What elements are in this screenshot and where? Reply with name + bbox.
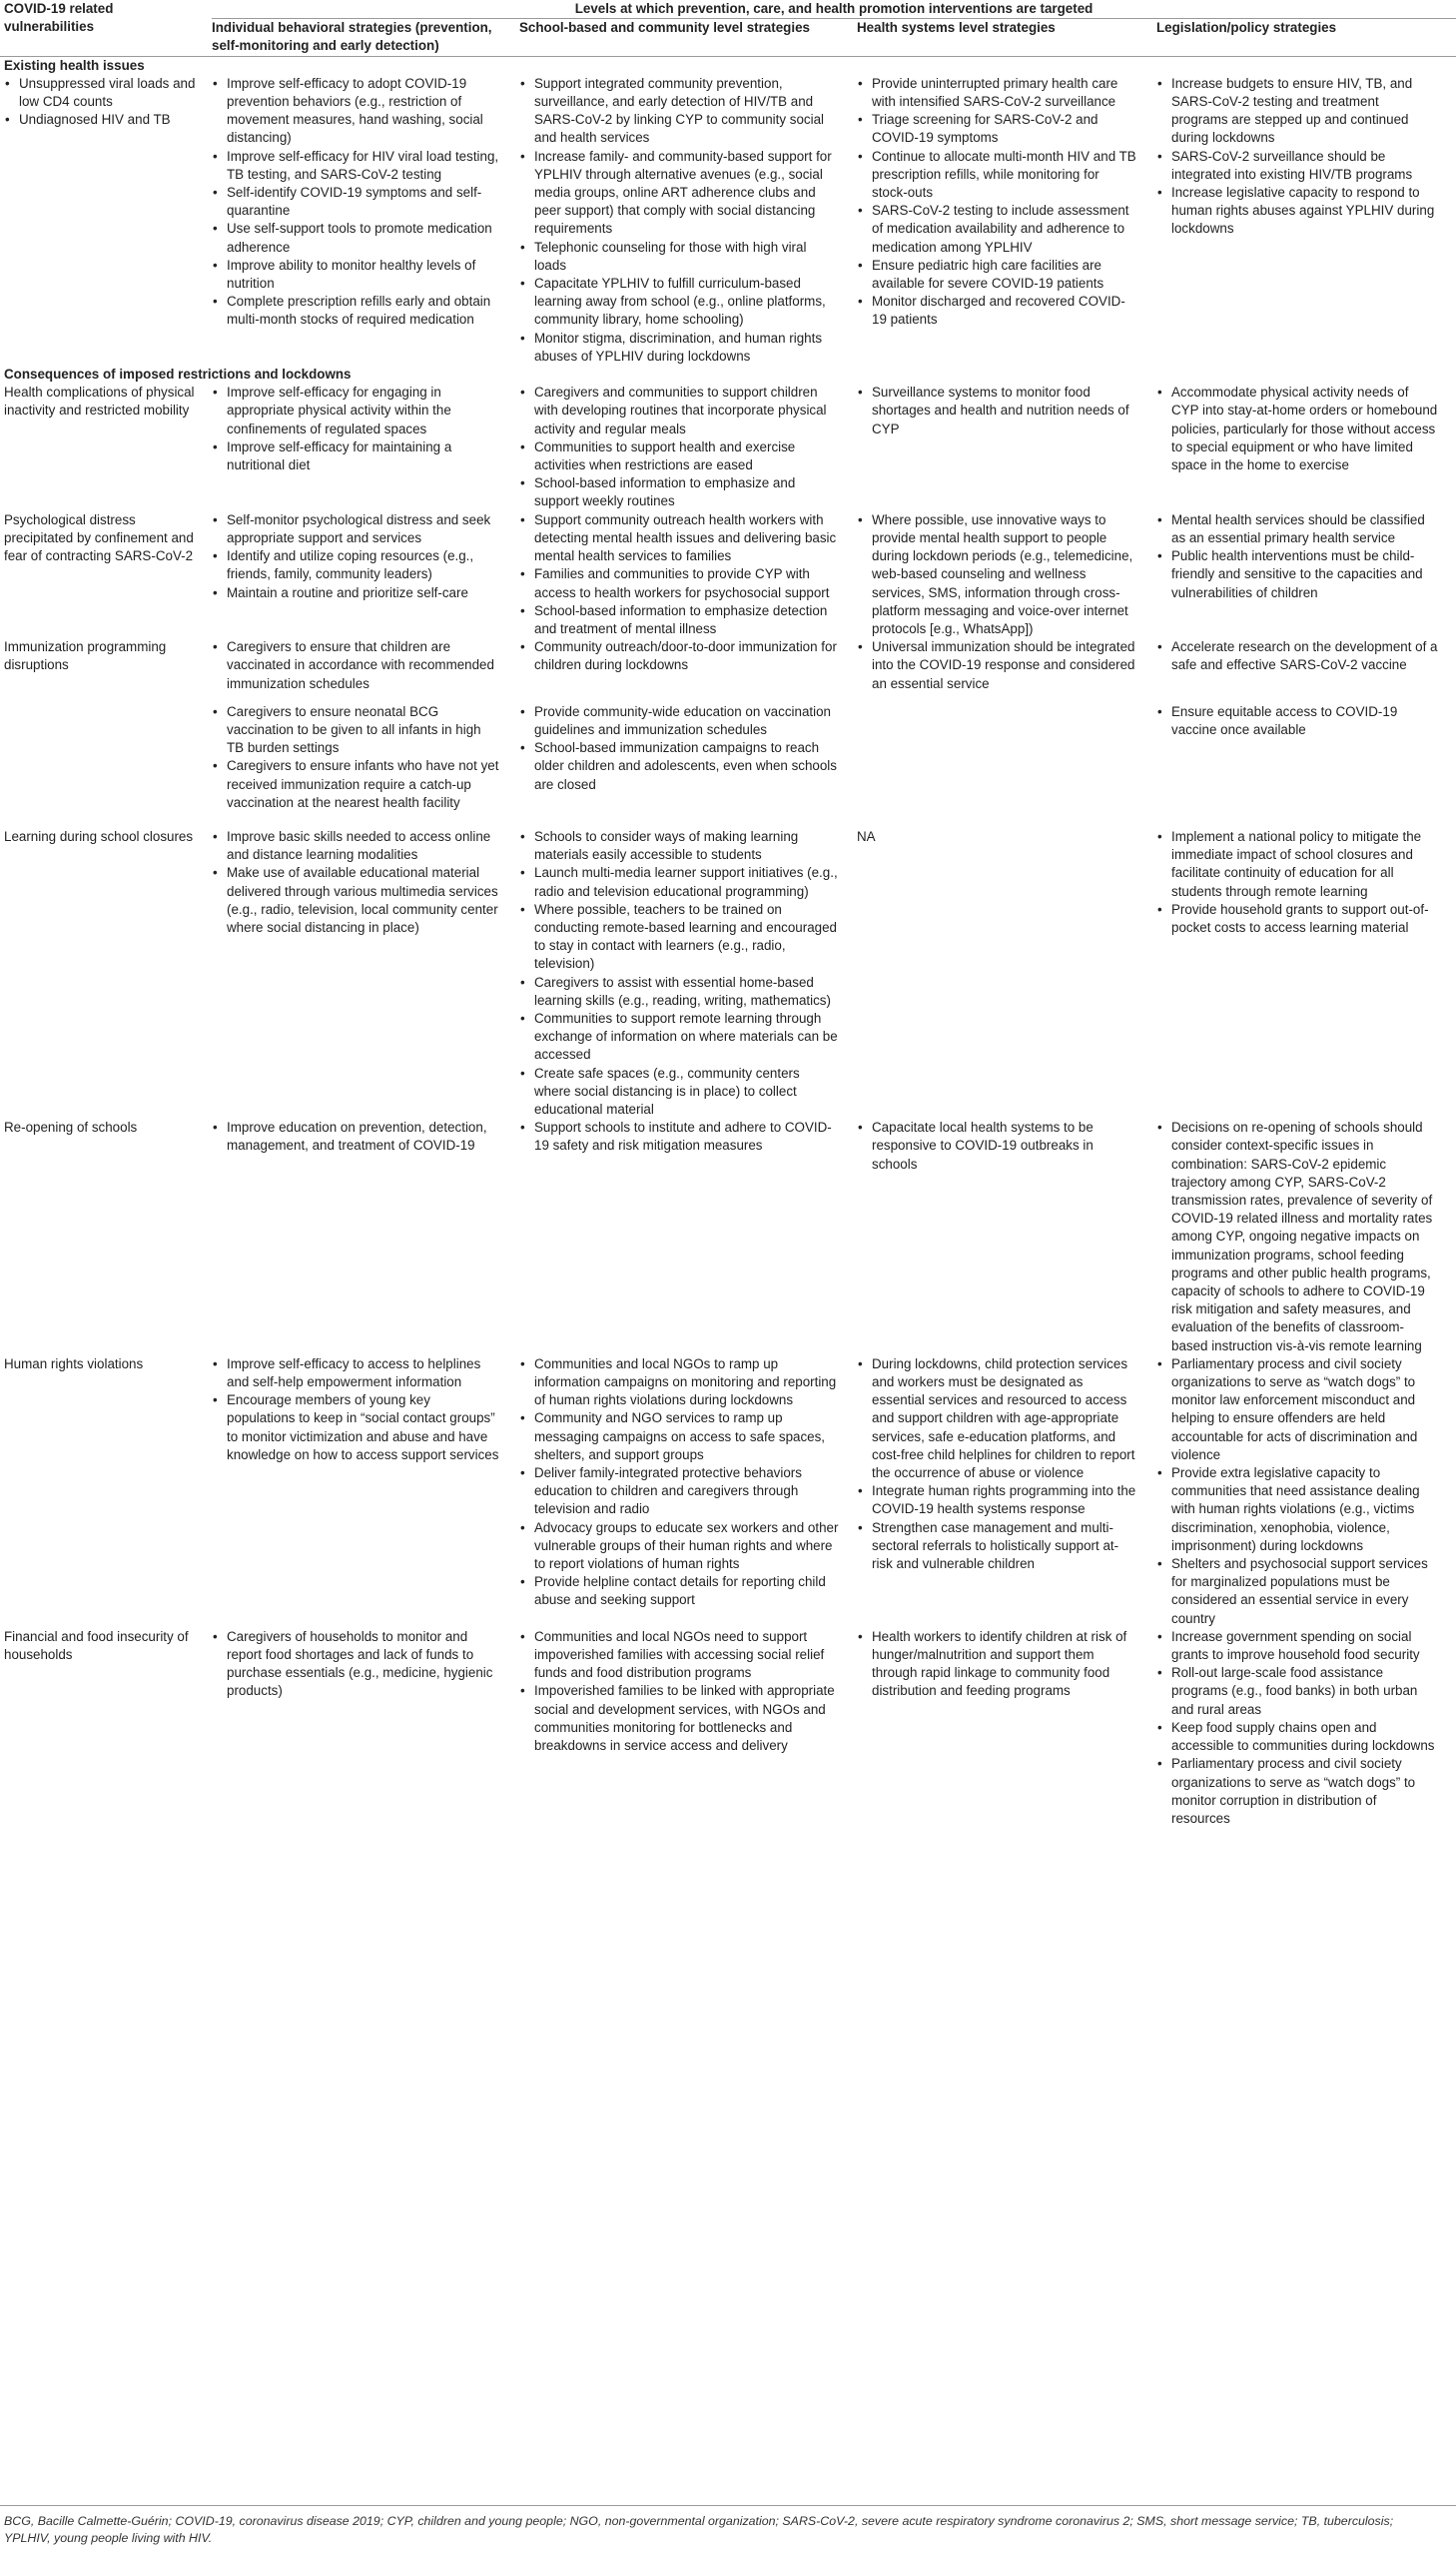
individual-strategy-item: • Improve self-efficacy for engaging in appropriate physical activity within the confinements of regulated spaces [212,384,501,438]
policy-strategy-item: • Shelters and psychosocial support services for marginalized populations must be considered an essential service in every country [1156,1555,1438,1628]
individual-strategy-list [212,384,501,474]
section-heading: Consequences of imposed restrictions and lockdowns [4,367,352,383]
vulnerability-item: • Unsuppressed viral loads and low CD4 counts [4,75,202,111]
vulnerability-cell [0,828,212,1119]
community-strategy-list [519,75,839,366]
community-strategy-list [519,511,839,638]
community-strategy-item: • Advocacy groups to educate sex workers and other vulnerable groups of their human rights and where to report violations of human rights [519,1519,839,1574]
community-strategy-item: • School-based information to emphasize and support weekly routines [519,474,839,510]
table-row [0,75,1456,366]
community-strategy-cell [519,511,857,638]
community-strategy-item: • School-based information to emphasize detection and treatment of mental illness [519,602,839,638]
community-strategy-item: • Impoverished families to be linked with appropriate social and development services, with NGOs and communities monitoring for bottlenecks and breakdowns in service access and delivery [519,1682,839,1755]
policy-strategy-item: • Accelerate research on the development of a safe and effective SARS-CoV-2 vaccine [1156,638,1438,674]
community-strategy-item: • Communities and local NGOs need to support impoverished families with accessing social relief funds and food distribution programs [519,1628,839,1683]
community-strategy-item: • Community outreach/door-to-door immunization for children during lockdowns [519,638,839,674]
community-strategy-cell [519,1355,857,1628]
individual-strategy-cell [212,1628,519,1828]
policy-strategy-item: • Implement a national policy to mitigate the immediate impact of school closures and facilitate continuity of education for all students through remote learning [1156,828,1438,901]
policy-strategy-item: • Ensure equitable access to COVID-19 vaccine once available [1156,703,1438,739]
vulnerability-cell [0,75,212,366]
policy-strategy-item: • Increase legislative capacity to respond to human rights abuses against YPLHIV during lockdowns [1156,184,1438,239]
individual-strategy-item: • Improve self-efficacy to adopt COVID-19 prevention behaviors (e.g., restriction of movement measures, hand washing, social distancing) [212,75,501,148]
policy-strategy-item: • Increase budgets to ensure HIV, TB, and SARS-CoV-2 testing and treatment programs are stepped up and continued during lockdowns [1156,75,1438,148]
section-heading: Existing health issues [4,57,145,73]
individual-strategy-cell [212,1355,519,1628]
community-strategy-item: • Create safe spaces (e.g., community centers where social distancing is in place) to collect educational material [519,1065,839,1120]
community-strategy-list [519,1628,839,1755]
policy-strategy-cell [1156,75,1456,366]
community-strategy-item: • Communities to support remote learning through exchange of information on where materials can be accessed [519,1010,839,1065]
health-system-strategy-item: • Monitor discharged and recovered COVID-19 patients [857,293,1138,329]
health-system-strategy-list [857,1119,1138,1174]
health-system-strategy-item: • Health workers to identify children at risk of hunger/malnutrition and support them through rapid linkage to community food distribution and feeding programs [857,1628,1138,1701]
policy-strategy-item: • SARS-CoV-2 surveillance should be integrated into existing HIV/TB programs [1156,148,1438,184]
vulnerability-cell [0,1119,212,1355]
individual-strategy-cell [212,828,519,1119]
community-strategy-item: • Increase family- and community-based support for YPLHIV through alternative avenues (e.g., social media groups, online ART adherence clubs and peer support) that comply with social distancing requirements [519,148,839,239]
individual-strategy-list [212,1355,501,1464]
policy-strategy-item: • Parliamentary process and civil society organizations to serve as “watch dogs” to monitor corruption in distribution of resources [1156,1755,1438,1828]
community-strategy-cell [519,75,857,366]
individual-strategy-list [212,828,501,937]
individual-strategy-list [212,703,501,812]
health-system-strategy-item: • Strengthen case management and multi-sectoral referrals to holistically support at-risk and vulnerable children [857,1519,1138,1574]
policy-strategy-list [1156,828,1438,937]
policy-strategy-item: • Public health interventions must be child-friendly and sensitive to the capacities and vulnerabilities of children [1156,547,1438,602]
table-row [0,511,1456,638]
health-system-strategy-cell [857,511,1156,638]
policy-strategy-item: • Accommodate physical activity needs of CYP into stay-at-home orders or homebound policies, particularly for those without access to special equipment or who have limited space in the home to exercise [1156,384,1438,474]
health-system-strategy-item: • Universal immunization should be integrated into the COVID-19 response and considered an essential service [857,638,1138,693]
health-system-strategy-cell [857,384,1156,510]
community-strategy-list [519,384,839,510]
policy-strategy-cell [1156,1355,1456,1628]
individual-strategy-item: • Self-identify COVID-19 symptoms and self-quarantine [212,184,501,220]
health-system-strategy-cell [857,1119,1156,1355]
table-row [0,638,1456,699]
individual-strategy-item: • Improve ability to monitor healthy levels of nutrition [212,257,501,293]
health-system-strategy-list [857,1355,1138,1573]
individual-strategy-cell [212,638,519,699]
table-row [0,828,1456,1119]
policy-strategy-list [1156,1119,1438,1355]
community-strategy-item: • Support integrated community prevention, surveillance, and early detection of HIV/TB and SARS-CoV-2 by linking CYP to community social and health services [519,75,839,148]
policy-strategy-list [1156,703,1438,739]
individual-strategy-item: • Caregivers to ensure that children are vaccinated in accordance with recommended immunization schedules [212,638,501,693]
individual-strategy-item: • Improve self-efficacy for maintaining a nutritional diet [212,438,501,474]
health-system-strategy-list [857,638,1138,693]
individual-strategy-cell [212,699,519,828]
health-system-text: NA [857,828,876,844]
health-system-strategy-list [857,1628,1138,1701]
individual-strategy-item: • Identify and utilize coping resources (e.g., friends, family, community leaders) [212,547,501,583]
community-strategy-cell [519,1628,857,1828]
policy-strategy-list [1156,1355,1438,1628]
health-system-strategy-item: • Triage screening for SARS-CoV-2 and COVID-19 symptoms [857,111,1138,147]
individual-strategy-item: • Encourage members of young key populations to keep in “social contact groups” to monitor victimization and abuse and have knowledge on how to access support services [212,1391,501,1464]
vulnerability-cell [0,384,212,510]
individual-strategy-list [212,511,501,602]
vulnerability-label: Psychological distress precipitated by confinement and fear of contracting SARS-CoV-2 [4,511,194,564]
vulnerability-label: Health complications of physical inactivity and restricted mobility [4,385,195,419]
individual-strategy-list [212,1628,501,1701]
community-strategy-cell [519,384,857,510]
table-row [0,1355,1456,1628]
vulnerability-list [4,75,202,130]
community-strategy-item: • Deliver family-integrated protective behaviors education to children and caregivers through television and radio [519,1464,839,1519]
individual-strategy-item: • Improve basic skills needed to access online and distance learning modalities [212,828,501,864]
community-strategy-list [519,703,839,794]
community-strategy-cell [519,828,857,1119]
vulnerability-cell [0,699,212,828]
individual-strategy-item: • Improve self-efficacy for HIV viral load testing, TB testing, and SARS-CoV-2 testing [212,148,501,184]
policy-strategy-item: • Provide household grants to support out-of-pocket costs to access learning material [1156,901,1438,937]
community-strategy-cell [519,699,857,828]
table-row [0,1119,1456,1355]
community-strategy-item: • Caregivers to assist with essential home-based learning skills (e.g., reading, writing, mathematics) [519,974,839,1010]
community-strategy-item: • School-based immunization campaigns to reach older children and adolescents, even when schools are closed [519,739,839,794]
vulnerability-label: Human rights violations [4,1355,144,1371]
vulnerability-cell [0,638,212,699]
community-strategy-item: • Provide helpline contact details for reporting child abuse and seeking support [519,1573,839,1609]
health-system-strategy-item: • Ensure pediatric high care facilities are available for severe COVID-19 patients [857,257,1138,293]
health-system-strategy-item: • SARS-CoV-2 testing to include assessment of medication availability and adherence to medication among YPLHIV [857,202,1138,257]
individual-strategy-item: • Caregivers to ensure neonatal BCG vaccination to be given to all infants in high TB burden settings [212,703,501,758]
community-strategy-item: • Caregivers and communities to support children with developing routines that incorporate physical activity and regular meals [519,384,839,438]
table-row [0,384,1456,510]
individual-strategy-item: • Make use of available educational material delivered through various multimedia services (e.g., radio, television, local community center where social distancing in place) [212,864,501,937]
vulnerability-label: Re-opening of schools [4,1120,138,1136]
header-health-systems: Health systems level strategies [857,20,1056,36]
vulnerability-cell [0,511,212,638]
community-strategy-item: • Support schools to institute and adhere to COVID-19 safety and risk mitigation measures [519,1119,839,1155]
community-strategy-item: • Community and NGO services to ramp up messaging campaigns on access to safe spaces, shelters, and support groups [519,1409,839,1464]
community-strategy-list [519,638,839,674]
policy-strategy-list [1156,1628,1438,1828]
individual-strategy-item: • Improve self-efficacy to access to helplines and self-help empowerment information [212,1355,501,1391]
health-system-strategy-item: • Provide uninterrupted primary health care with intensified SARS-CoV-2 surveillance [857,75,1138,111]
individual-strategy-cell [212,75,519,366]
policy-strategy-cell [1156,1119,1456,1355]
policy-strategy-cell [1156,1628,1456,1828]
health-system-strategy-list [857,75,1138,330]
table-row [0,699,1456,828]
individual-strategy-item: • Improve education on prevention, detection, management, and treatment of COVID-19 [212,1119,501,1155]
community-strategy-cell [519,1119,857,1355]
health-system-strategy-item: • Integrate human rights programming into the COVID-19 health systems response [857,1482,1138,1518]
policy-strategy-list [1156,638,1438,674]
header-community: School-based and community level strategies [519,20,810,36]
header-policy: Legislation/policy strategies [1156,20,1337,36]
health-system-strategy-item: • Where possible, use innovative ways to provide mental health support to people during lockdown periods (e.g., telemedicine, web-based counseling and wellness services, SMS, information through cross-platform messaging and voice-over internet protocols [e.g., WhatsApp]) [857,511,1138,638]
community-strategy-item: • Support community outreach health workers with detecting mental health issues and delivering basic mental health services to families [519,511,839,566]
individual-strategy-cell [212,1119,519,1355]
individual-strategy-cell [212,384,519,510]
community-strategy-item: • Provide community-wide education on vaccination guidelines and immunization schedules [519,703,839,739]
health-system-strategy-list [857,384,1138,438]
individual-strategy-list [212,1119,501,1155]
policy-strategy-cell [1156,638,1456,699]
header-group-title: Levels at which prevention, care, and health promotion interventions are targeted [212,0,1456,19]
policy-strategy-cell [1156,511,1456,638]
vulnerability-cell [0,1628,212,1828]
health-system-strategy-item: • Continue to allocate multi-month HIV and TB prescription refills, while monitoring for stock-outs [857,148,1138,203]
community-strategy-item: • Telephonic counseling for those with high viral loads [519,239,839,275]
community-strategy-list [519,1355,839,1610]
community-strategy-item: • Schools to consider ways of making learning materials easily accessible to students [519,828,839,864]
policy-strategy-item: • Increase government spending on social grants to improve household food security [1156,1628,1438,1664]
vulnerability-label: Learning during school closures [4,828,194,844]
individual-strategy-item: • Self-monitor psychological distress and seek appropriate support and services [212,511,501,547]
individual-strategy-item: • Maintain a routine and prioritize self-care [212,584,501,602]
community-strategy-item: • Communities and local NGOs to ramp up information campaigns on monitoring and reporting of human rights violations during lockdowns [519,1355,839,1410]
health-system-strategy-cell [857,1628,1156,1828]
policy-strategy-cell [1156,828,1456,1119]
vulnerability-label: Financial and food insecurity of households [4,1628,189,1663]
health-system-strategy-list [857,511,1138,638]
vulnerability-cell [0,1355,212,1628]
policy-strategy-item: • Roll-out large-scale food assistance programs (e.g., food banks) in both urban and rural areas [1156,1664,1438,1719]
individual-strategy-item: • Use self-support tools to promote medication adherence [212,220,501,256]
policy-strategy-cell [1156,699,1456,828]
community-strategy-item: • Where possible, teachers to be trained on conducting remote-based learning and encouraged to stay in contact with learners (e.g., radio, television) [519,901,839,974]
community-strategy-list [519,1119,839,1155]
health-system-strategy-cell [857,828,1156,1119]
community-strategy-item: • Launch multi-media learner support initiatives (e.g., radio and television educational programming) [519,864,839,900]
community-strategy-item: • Communities to support health and exercise activities when restrictions are eased [519,438,839,474]
health-system-strategy-item: • Surveillance systems to monitor food shortages and health and nutrition needs of CYP [857,384,1138,438]
health-system-strategy-item: • During lockdowns, child protection services and workers must be designated as essential services and resourced to access and support children with age-appropriate services, safe e-education platforms, and cost-free child helplines for children to report the occurrence of abuse or violence [857,1355,1138,1482]
health-system-strategy-cell [857,75,1156,366]
individual-strategy-item: • Complete prescription refills early and obtain multi-month stocks of required medication [212,293,501,329]
header-vulnerabilities: COVID-19 related vulnerabilities [4,1,114,35]
policy-strategy-cell [1156,384,1456,510]
table-bottom-rule [0,2505,1456,2506]
individual-strategy-list [212,75,501,330]
policy-strategy-list [1156,75,1438,239]
vulnerability-label: Immunization programming disruptions [4,639,167,673]
individual-strategy-item: • Caregivers to ensure infants who have not yet received immunization require a catch-up vaccination at the nearest health facility [212,757,501,812]
individual-strategy-list [212,638,501,693]
policy-strategy-item: • Decisions on re-opening of schools should consider context-specific issues in combination: SARS-CoV-2 epidemic trajectory among CYP, SARS-CoV-2 transmission rates, prevalence of severity of COVID-19 related illness and mortality rates among CYP, ongoing negative impacts on immunization programs, school feeding programs and other public health programs, capacity of schools to adhere to COVID-19 risk mitigation and safety measures, and evaluation of the benefits of classroom-based instruction vis-à-vis remote learning [1156,1119,1438,1355]
health-system-strategy-cell [857,638,1156,699]
policy-strategy-item: • Mental health services should be classified as an essential primary health service [1156,511,1438,547]
health-system-strategy-cell [857,1355,1156,1628]
policy-strategy-item: • Provide extra legislative capacity to communities that need assistance dealing with human rights violations (e.g., victims discrimination, xenophobia, violence, imprisonment) during lockdowns [1156,1464,1438,1555]
community-strategy-item: • Families and communities to provide CYP with access to health workers for psychosocial support [519,565,839,601]
table-body [0,56,1456,1828]
individual-strategy-cell [212,511,519,638]
policy-strategy-list [1156,511,1438,602]
community-strategy-list [519,828,839,1119]
policy-strategy-item: • Parliamentary process and civil society organizations to serve as “watch dogs” to monitor law enforcement misconduct and helping to ensure offenders are held accountable for acts of discrimination and violence [1156,1355,1438,1464]
community-strategy-cell [519,638,857,699]
community-strategy-item: • Capacitate YPLHIV to fulfill curriculum-based learning away from school (e.g., online platforms, community library, home schooling) [519,275,839,330]
table-row [0,1628,1456,1828]
health-system-strategy-item: • Capacitate local health systems to be responsive to COVID-19 outbreaks in schools [857,1119,1138,1174]
community-strategy-item: • Monitor stigma, discrimination, and human rights abuses of YPLHIV during lockdowns [519,330,839,366]
header-individual: Individual behavioral strategies (prevention, self-monitoring and early detection) [212,20,492,54]
table-footnote: BCG, Bacille Calmette-Guérin; COVID-19, coronavirus disease 2019; CYP, children and young people; NGO, non-governmental organization; SARS-CoV-2, severe acute respiratory syndrome coronavirus 2; SMS, short message service; TB, tuberculosis; YPLHIV, young people living with HIV. [4,2514,1394,2545]
policy-strategy-list [1156,384,1438,474]
individual-strategy-item: • Caregivers of households to monitor and report food shortages and lack of funds to purchase essentials (e.g., medicine, hygienic products) [212,1628,501,1701]
policy-strategy-item: • Keep food supply chains open and accessible to communities during lockdowns [1156,1719,1438,1755]
vulnerability-item: • Undiagnosed HIV and TB [4,111,202,129]
health-system-strategy-cell [857,699,1156,828]
